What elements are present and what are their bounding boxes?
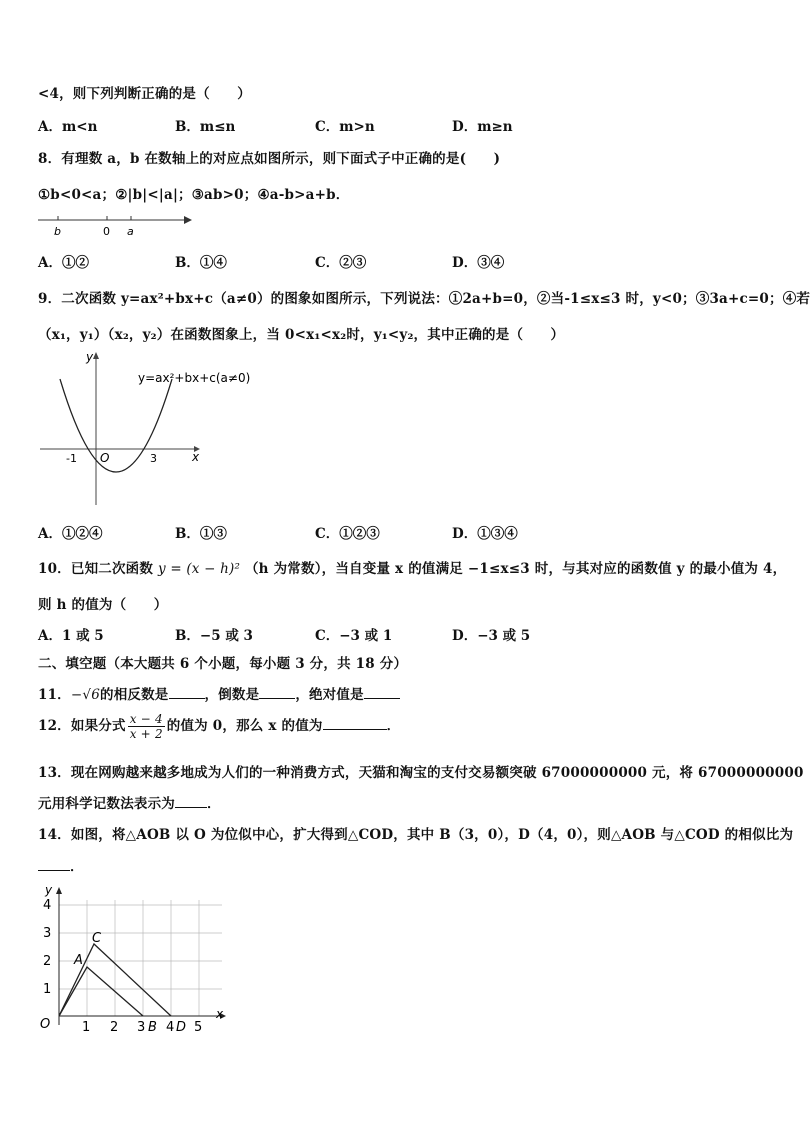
q14-label-d: D [176,1020,187,1035]
q9-option-b[interactable]: B．①③ [175,526,227,542]
q11-text-d: ，绝对值是 [295,687,364,703]
q12-blank[interactable] [323,717,387,730]
q12-end: ． [386,718,401,734]
q9-tick-3: 3 [150,452,157,465]
q14-label-a: A [74,953,83,968]
section-2-heading: 二、填空题（本大题共 6 个小题，每小题 3 分，共 18 分） [38,656,408,672]
q9-stem-line2: （x₁，y₁）（x₂，y₂）在函数图象上，当 0<x₁<x₂时，y₁<y₂，其中正确的是（ ） [38,327,565,343]
q10-function: y = (x − h)² [158,561,241,577]
q13-stem-line1: 13．现在网购越来越多地成为人们的一种消费方式，天猫和淘宝的支付交易额突破 67000000000 元，将 67000000000 [38,765,804,781]
q10-option-c[interactable]: C．−3 或 1 [315,628,393,644]
q9-formula: y=ax²+bx+c(a≠0) [138,371,251,385]
q8-statements: ①b<0<a；②|b|<|a|；③ab>0；④a-b>a+b． [38,187,350,203]
q9-option-c[interactable]: C．①②③ [315,526,380,542]
q9-origin: O [100,451,110,465]
q8-label-0: 0 [103,225,110,238]
q14-xtick-3: 3 [137,1020,146,1035]
q7-option-c[interactable]: C．m>n [315,119,375,135]
q9-tick-neg1: -1 [66,452,77,465]
q9-x-label: x [192,450,200,464]
q13-stem-line2 [38,792,221,812]
q13-blank[interactable] [175,795,207,808]
q9-option-a[interactable]: A．①②④ [38,526,103,542]
q7-option-b[interactable]: B．m≤n [175,119,236,135]
q14-ytick-1: 1 [43,982,52,997]
q14-end: ． [70,859,84,875]
q9-option-d[interactable]: D．①③④ [452,526,518,542]
q7-stem-tail: <4，则下列判断正确的是（ ） [38,86,251,102]
q8-stem: 8．有理数 a，b 在数轴上的对应点如图所示，则下面式子中正确的是( ) [38,151,501,167]
q12-denominator: x + 2 [129,727,163,741]
q9-stem-line1: 9．二次函数 y=ax²+bx+c（a≠0）的图象如图所示，下列说法：①2a+b=0，②当-1≤x≤3 时，y<0；③3a+c=0；④若 [38,291,810,307]
q12-prefix: 12．如果分式 [38,718,126,734]
q11-text-b: 的相反数是 [100,687,169,703]
q14-label-b: B [148,1020,157,1035]
q7-option-a[interactable]: A．m<n [38,119,98,135]
q14-ytick-4: 4 [43,898,52,913]
q8-option-c[interactable]: C．②③ [315,255,367,271]
q10-prefix: 10．已知二次函数 [38,561,154,577]
q9-y-label: y [86,350,94,364]
q11-blank-2[interactable] [259,686,295,699]
q11-blank-1[interactable] [169,686,205,699]
q8-number-line [36,210,196,240]
q14-blank[interactable] [38,858,70,871]
q11-expression: −√6 [70,687,100,703]
q14-xtick-1: 1 [82,1020,91,1035]
q10-option-a[interactable]: A．1 或 5 [38,628,104,644]
q10-option-d[interactable]: D．−3 或 5 [452,628,531,644]
q12-numerator: x − 4 [129,712,163,726]
q10-option-b[interactable]: B．−5 或 3 [175,628,253,644]
q8-option-a[interactable]: A．①② [38,255,89,271]
q11-stem [38,683,400,703]
q14-ytick-3: 3 [43,926,52,941]
q13-end: ． [207,796,221,812]
q12-text: 的值为 0，那么 x 的值为 [166,718,323,734]
q11-text-c: ，倒数是 [204,687,260,703]
q7-option-d[interactable]: D．m≥n [452,119,513,135]
q10-suffix: （h 为常数），当自变量 x 的值满足 −1≤x≤3 时，与其对应的函数值 y 的最小值为 4， [244,561,787,577]
q14-y-label: y [45,883,53,897]
q14-stem-line1: 14．如图，将△AOB 以 O 为位似中心，扩大得到△COD，其中 B（3，0），D（4，0），则△AOB 与△COD 的相似比为 [38,827,794,843]
q10-stem-line1 [38,557,786,577]
q9-parabola-graph [36,345,251,515]
q14-label-o: O [40,1017,51,1032]
q8-option-d[interactable]: D．③④ [452,255,505,271]
q8-label-a: a [127,225,134,238]
q12-fraction [128,712,165,741]
q13-text: 元用科学记数法表示为 [38,796,175,812]
q14-stem-line2 [38,855,84,875]
q11-number: 11． [38,687,71,703]
q14-label-c: C [92,931,102,946]
q14-xtick-2: 2 [110,1020,119,1035]
q14-xtick-5: 5 [194,1020,203,1035]
q14-coordinate-graph [34,880,234,1040]
q8-option-b[interactable]: B．①④ [175,255,227,271]
q14-xtick-4: 4 [166,1020,175,1035]
q8-label-b: b [54,225,61,238]
q10-stem-line2: 则 h 的值为（ ） [38,597,168,613]
q14-x-label: x [216,1007,224,1021]
q14-ytick-2: 2 [43,954,52,969]
q12-stem [38,712,400,741]
q11-blank-3[interactable] [364,686,400,699]
